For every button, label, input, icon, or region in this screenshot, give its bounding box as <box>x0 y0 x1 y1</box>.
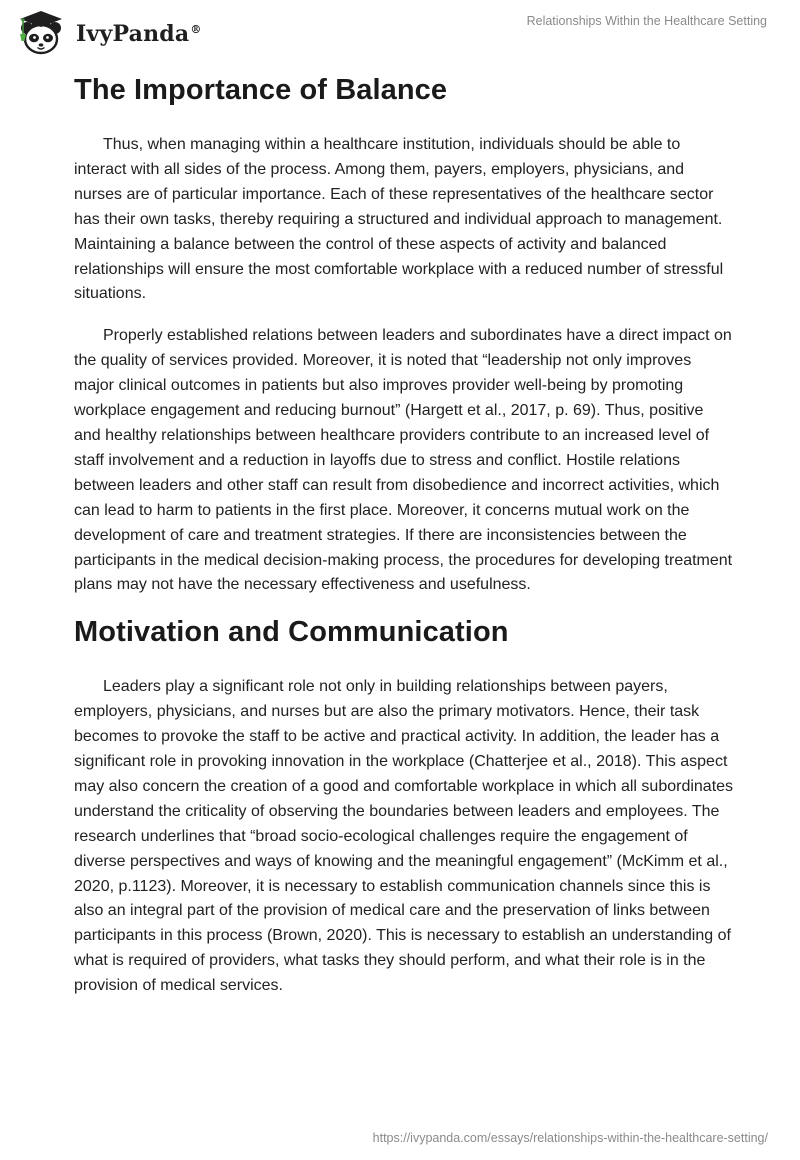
panda-graduation-cap-icon <box>14 8 70 58</box>
ivypanda-logo[interactable] <box>14 8 202 58</box>
running-title: Relationships Within the Healthcare Setting <box>526 14 767 28</box>
page-header <box>0 0 800 64</box>
essay-content <box>74 70 734 999</box>
registered-mark: ® <box>190 22 202 36</box>
paragraph: Leaders play a significant role not only in building relationships between payers, employers, physicians, and nurses but are also the primary motivators. Hence, their task becomes to provoke the staff to be active and practical activity. In addition, the leader has a significant role in provoking innovation in the workplace (Chatterjee et al., 2018). This aspect may also concern the creation of a good and comfortable workplace in which all subordinates understand the criticality of observing the boundaries between leaders and employees. The research underlines that “broad socio-ecological challenges require the engagement of diverse perspectives and ways of knowing and the meaningful engagement” (McKimm et al., 2020, p.1123). Moreover, it is necessary to establish communication channels since this is also an integral part of the provision of medical care and the preservation of links between participants in this process (Brown, 2020). This is necessary to establish an understanding of what is required of providers, what tasks they should perform, and what their role is in the provision of medical services. <box>74 678 734 995</box>
section-heading-balance: The Importance of Balance <box>74 74 448 106</box>
paragraph: Thus, when managing within a healthcare institution, individuals should be able to interact with all sides of the process. Among them, payers, employers, physicians, and nurses are of particular importance. Each of these representatives of the healthcare sector has their own tasks, thereby requiring a structured and individual approach to management. Maintaining a balance between the control of these aspects of activity and balanced relationships will ensure the most comfortable workplace with a reduced number of stressful situations. <box>74 136 724 303</box>
brand-name: IvyPanda® <box>76 21 202 47</box>
section-heading-motivation: Motivation and Communication <box>74 616 509 649</box>
paragraph: Properly established relations between leaders and subordinates have a direct impact on the quality of services provided. Moreover, it is noted that “leadership not only improves major clinical outcomes in patients but also improves provider well-being by promoting workplace engagement and reducing burnout” (Hargett et al., 2017, p. 69). Thus, positive and healthy relationships between healthcare providers contribute to an increased level of staff involvement and a reduction in layoffs due to stress and conflict. Hostile relations between leaders and other staff can result from disobedience and incorrect activities, which can lead to harm to patients in the first place. Moreover, it concerns mutual work on the development of care and treatment strategies. If there are inconsistencies between the participants in the medical decision-making process, the procedures for developing treatment plans may not have the necessary effectiveness and usefulness. <box>74 327 733 594</box>
source-url[interactable]: https://ivypanda.com/essays/relationships-within-the-healthcare-setting/ <box>372 1131 768 1145</box>
